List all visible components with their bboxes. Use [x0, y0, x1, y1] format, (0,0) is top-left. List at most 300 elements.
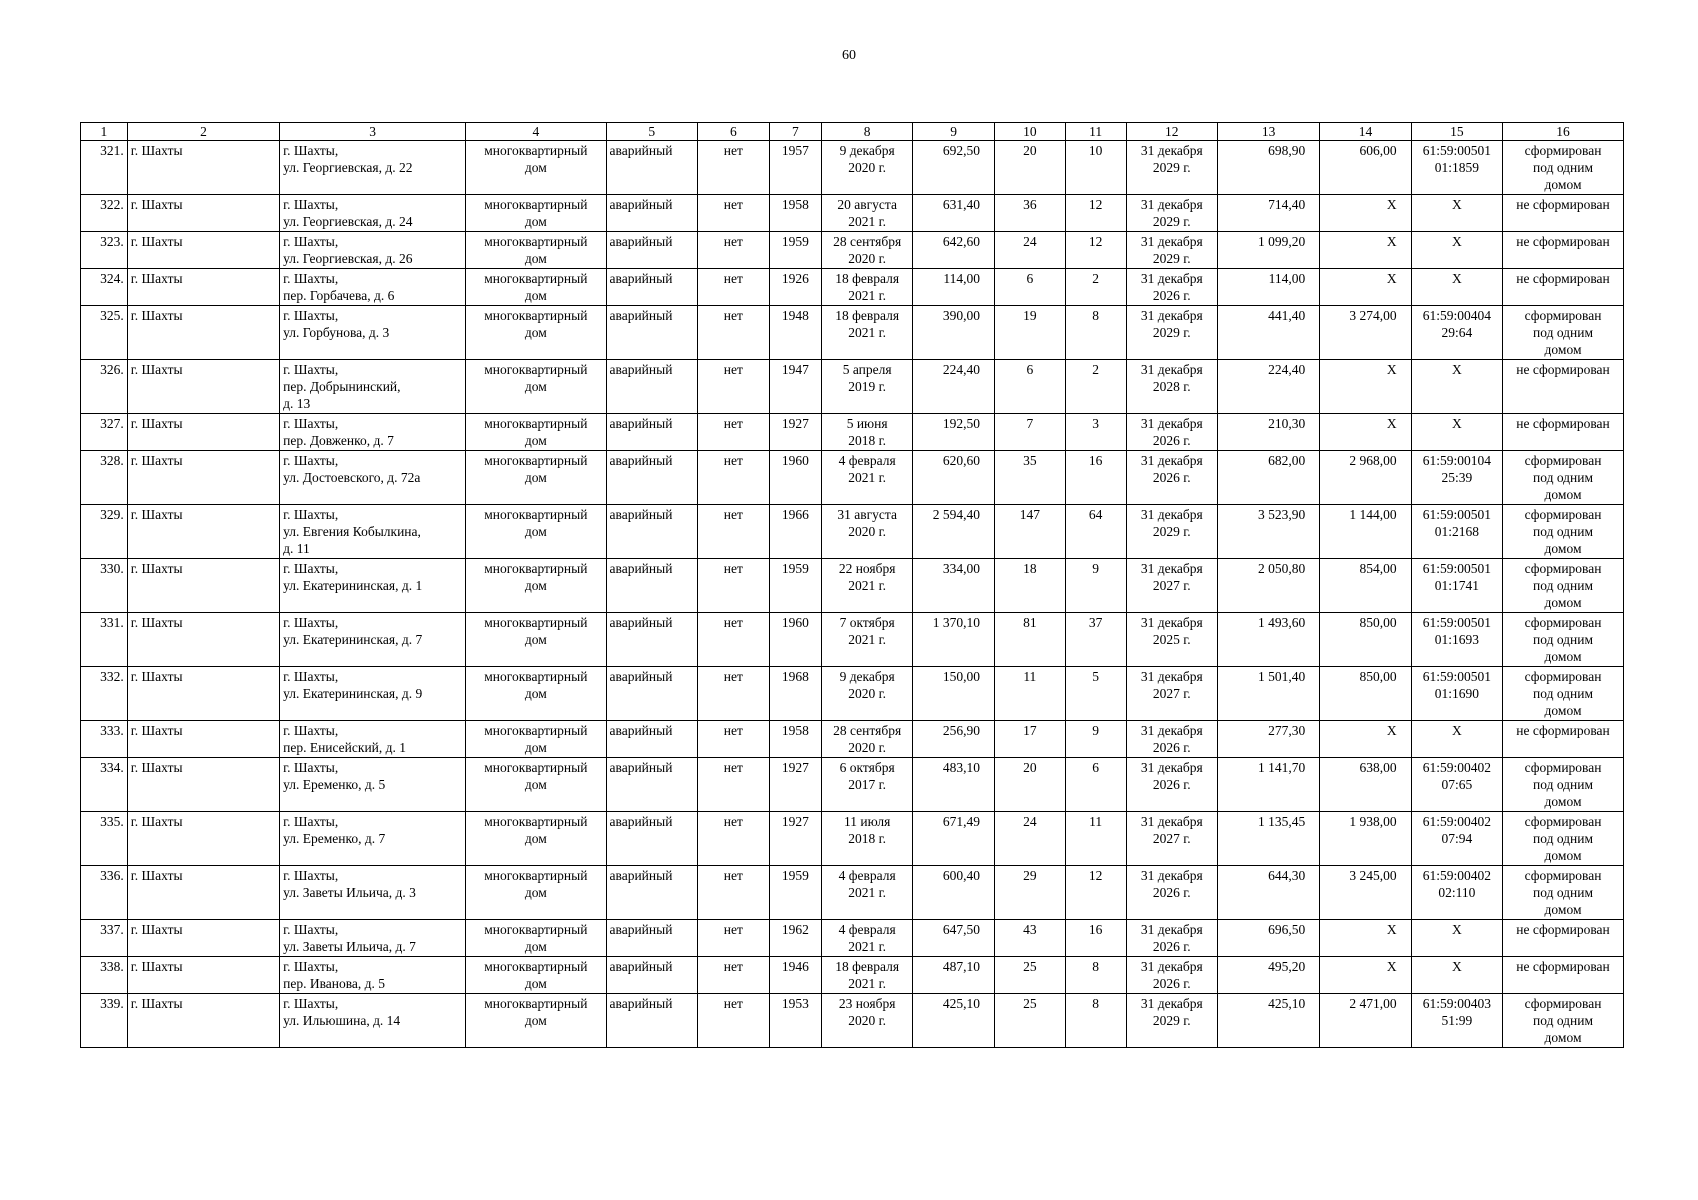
building-type-cell: [466, 721, 606, 758]
year-cell: 1953: [769, 994, 821, 1048]
building-type-cell: [466, 414, 606, 451]
cell-line: 61:59:00402: [1422, 868, 1491, 883]
area-cell: 600,40: [913, 866, 995, 920]
cadastral-number-cell: [1411, 451, 1502, 505]
cell-line: домом: [1544, 342, 1582, 357]
land-status-cell: [1503, 667, 1624, 721]
cell-line: домом: [1544, 794, 1582, 809]
cell-line: 2026 г.: [1152, 288, 1191, 303]
flag-cell: нет: [697, 667, 769, 721]
cell-line: 61:59:00104: [1422, 453, 1491, 468]
recognition-date-cell: [821, 360, 912, 414]
column-header: 4: [466, 123, 606, 141]
cell-line: дом: [524, 325, 547, 340]
cell-line: ул. Заветы Ильича, д. 3: [283, 885, 416, 900]
apartments-cell: 8: [1065, 994, 1126, 1048]
cell-line: дом: [524, 831, 547, 846]
cell-line: 2021 г.: [848, 470, 887, 485]
apartments-cell: 3: [1065, 414, 1126, 451]
cell-line: многоквартирный: [484, 271, 588, 286]
cell-line: 31 декабря: [1140, 959, 1203, 974]
row-number: 336.: [81, 866, 128, 920]
flag-cell: нет: [697, 758, 769, 812]
cell-line: 23 ноября: [838, 996, 896, 1011]
cell-line: 31 декабря: [1140, 996, 1203, 1011]
land-area-cell: 1 144,00: [1320, 505, 1411, 559]
cadastral-number-cell: [1411, 414, 1502, 451]
cell-line: 61:59:00501: [1422, 507, 1491, 522]
land-area-cell: X: [1320, 414, 1411, 451]
cell-line: дом: [524, 578, 547, 593]
cell-line: 29:64: [1441, 325, 1473, 340]
cell-line: г. Шахты,: [283, 959, 339, 974]
cell-line: сформирован: [1524, 996, 1602, 1011]
cell-line: под одним: [1532, 325, 1594, 340]
column-header: 2: [127, 123, 279, 141]
condition-cell: аварийный: [606, 269, 697, 306]
cell-line: 01:1741: [1434, 578, 1479, 593]
cell-line: 2021 г.: [848, 885, 887, 900]
area-cell: 671,49: [913, 812, 995, 866]
cell-line: 4 февраля: [838, 868, 896, 883]
condition-cell: аварийный: [606, 195, 697, 232]
column-header: 9: [913, 123, 995, 141]
cell-line: многоквартирный: [484, 143, 588, 158]
cell-line: г. Шахты,: [283, 868, 339, 883]
column-header: 6: [697, 123, 769, 141]
year-cell: 1966: [769, 505, 821, 559]
cell-line: г. Шахты,: [283, 669, 339, 684]
cell-line: X: [1451, 234, 1462, 249]
cell-line: 2026 г.: [1152, 976, 1191, 991]
year-cell: 1959: [769, 559, 821, 613]
deadline-cell: [1126, 559, 1217, 613]
residents-cell: 25: [994, 994, 1065, 1048]
table-row: [81, 306, 1624, 360]
column-header: 1: [81, 123, 128, 141]
cell-line: 25:39: [1441, 470, 1473, 485]
land-area-cell: 2 471,00: [1320, 994, 1411, 1048]
building-type-cell: [466, 957, 606, 994]
cell-line: ул. Екатерининская, д. 9: [283, 686, 423, 701]
year-cell: 1927: [769, 758, 821, 812]
deadline-cell: [1126, 360, 1217, 414]
cadastral-number-cell: [1411, 866, 1502, 920]
cell-line: 61:59:00501: [1422, 615, 1491, 630]
apartments-cell: 10: [1065, 141, 1126, 195]
deadline-cell: [1126, 920, 1217, 957]
column-header: 15: [1411, 123, 1502, 141]
cell-line: 31 декабря: [1140, 868, 1203, 883]
cell-line: X: [1451, 922, 1462, 937]
area-cell: 256,90: [913, 721, 995, 758]
city-cell: г. Шахты: [127, 141, 279, 195]
apartments-cell: 9: [1065, 721, 1126, 758]
cell-line: ул. Георгиевская, д. 22: [283, 160, 413, 175]
cell-line: г. Шахты,: [283, 197, 339, 212]
land-status-cell: [1503, 195, 1624, 232]
cadastral-number-cell: [1411, 269, 1502, 306]
cadastral-number-cell: [1411, 360, 1502, 414]
apartments-cell: 16: [1065, 451, 1126, 505]
cell-line: ул. Еременко, д. 5: [283, 777, 386, 792]
cell-line: X: [1451, 271, 1462, 286]
page-number: 60: [842, 48, 856, 63]
total-area-cell: 644,30: [1217, 866, 1319, 920]
flag-cell: нет: [697, 451, 769, 505]
cell-line: 2029 г.: [1152, 524, 1191, 539]
area-cell: 487,10: [913, 957, 995, 994]
building-type-cell: [466, 505, 606, 559]
row-number: 322.: [81, 195, 128, 232]
cell-line: ул. Георгиевская, д. 24: [283, 214, 413, 229]
cell-line: домом: [1544, 1030, 1582, 1045]
land-status-cell: [1503, 920, 1624, 957]
building-type-cell: [466, 866, 606, 920]
residents-cell: 20: [994, 758, 1065, 812]
cell-line: сформирован: [1524, 453, 1602, 468]
residents-cell: 36: [994, 195, 1065, 232]
city-cell: г. Шахты: [127, 721, 279, 758]
cell-line: 2021 г.: [848, 578, 887, 593]
year-cell: 1960: [769, 613, 821, 667]
residents-cell: 29: [994, 866, 1065, 920]
cell-line: 2027 г.: [1152, 686, 1191, 701]
table-row: [81, 195, 1624, 232]
cell-line: под одним: [1532, 686, 1594, 701]
cell-line: 01:1690: [1434, 686, 1479, 701]
residents-cell: 19: [994, 306, 1065, 360]
cell-line: 2027 г.: [1152, 831, 1191, 846]
flag-cell: нет: [697, 360, 769, 414]
cell-line: дом: [524, 433, 547, 448]
total-area-cell: 1 501,40: [1217, 667, 1319, 721]
cell-line: под одним: [1532, 632, 1594, 647]
address-cell: [280, 360, 466, 414]
land-area-cell: X: [1320, 232, 1411, 269]
column-header: 16: [1503, 123, 1624, 141]
recognition-date-cell: [821, 141, 912, 195]
flag-cell: нет: [697, 957, 769, 994]
cell-line: ул. Георгиевская, д. 26: [283, 251, 413, 266]
condition-cell: аварийный: [606, 306, 697, 360]
table-row: [81, 758, 1624, 812]
cell-line: 31 августа: [837, 507, 897, 522]
land-area-cell: 850,00: [1320, 667, 1411, 721]
total-area-cell: 714,40: [1217, 195, 1319, 232]
area-cell: 631,40: [913, 195, 995, 232]
deadline-cell: [1126, 195, 1217, 232]
cell-line: не сформирован: [1516, 922, 1610, 937]
cell-line: 61:59:00501: [1422, 143, 1491, 158]
condition-cell: аварийный: [606, 141, 697, 195]
building-type-cell: [466, 232, 606, 269]
cell-line: 2020 г.: [848, 160, 887, 175]
deadline-cell: [1126, 306, 1217, 360]
cell-line: 31 декабря: [1140, 814, 1203, 829]
table-row: [81, 559, 1624, 613]
cell-line: 2020 г.: [848, 686, 887, 701]
city-cell: г. Шахты: [127, 866, 279, 920]
column-header: 7: [769, 123, 821, 141]
cell-line: 2026 г.: [1152, 740, 1191, 755]
table-row: [81, 414, 1624, 451]
cadastral-number-cell: [1411, 957, 1502, 994]
residents-cell: 24: [994, 232, 1065, 269]
cell-line: ул. Заветы Ильича, д. 7: [283, 939, 416, 954]
cell-line: X: [1451, 723, 1462, 738]
condition-cell: аварийный: [606, 920, 697, 957]
recognition-date-cell: [821, 812, 912, 866]
residents-cell: 18: [994, 559, 1065, 613]
cell-line: не сформирован: [1516, 723, 1610, 738]
building-type-cell: [466, 667, 606, 721]
cell-line: сформирован: [1524, 868, 1602, 883]
address-cell: [280, 758, 466, 812]
cell-line: 2026 г.: [1152, 885, 1191, 900]
cell-line: пер. Довженко, д. 7: [283, 433, 394, 448]
cell-line: 01:2168: [1434, 524, 1479, 539]
address-cell: [280, 306, 466, 360]
table-row: [81, 957, 1624, 994]
cell-line: не сформирован: [1516, 271, 1610, 286]
column-header: 13: [1217, 123, 1319, 141]
cell-line: 5 июня: [846, 416, 888, 431]
condition-cell: аварийный: [606, 613, 697, 667]
cell-line: многоквартирный: [484, 760, 588, 775]
cell-line: г. Шахты,: [283, 723, 339, 738]
flag-cell: нет: [697, 994, 769, 1048]
cell-line: сформирован: [1524, 760, 1602, 775]
address-cell: [280, 269, 466, 306]
flag-cell: нет: [697, 414, 769, 451]
cell-line: 2027 г.: [1152, 578, 1191, 593]
land-area-cell: 850,00: [1320, 613, 1411, 667]
land-area-cell: X: [1320, 920, 1411, 957]
condition-cell: аварийный: [606, 451, 697, 505]
cell-line: 2029 г.: [1152, 251, 1191, 266]
cell-line: под одним: [1532, 160, 1594, 175]
cell-line: г. Шахты,: [283, 362, 339, 377]
cell-line: многоквартирный: [484, 615, 588, 630]
area-cell: 1 370,10: [913, 613, 995, 667]
cell-line: 2021 г.: [848, 325, 887, 340]
cell-line: 2028 г.: [1152, 379, 1191, 394]
land-status-cell: [1503, 141, 1624, 195]
table-row: [81, 360, 1624, 414]
cell-line: не сформирован: [1516, 234, 1610, 249]
city-cell: г. Шахты: [127, 994, 279, 1048]
cell-line: дом: [524, 632, 547, 647]
land-status-cell: [1503, 994, 1624, 1048]
condition-cell: аварийный: [606, 505, 697, 559]
residents-cell: 17: [994, 721, 1065, 758]
cell-line: 31 декабря: [1140, 197, 1203, 212]
cell-line: дом: [524, 740, 547, 755]
deadline-cell: [1126, 269, 1217, 306]
row-number: 329.: [81, 505, 128, 559]
land-status-cell: [1503, 360, 1624, 414]
flag-cell: нет: [697, 306, 769, 360]
city-cell: г. Шахты: [127, 758, 279, 812]
row-number: 325.: [81, 306, 128, 360]
cell-line: X: [1451, 197, 1462, 212]
cell-line: 07:65: [1441, 777, 1473, 792]
city-cell: г. Шахты: [127, 613, 279, 667]
city-cell: г. Шахты: [127, 920, 279, 957]
cell-line: X: [1451, 362, 1462, 377]
cell-line: 01:1693: [1434, 632, 1479, 647]
building-type-cell: [466, 559, 606, 613]
land-status-cell: [1503, 505, 1624, 559]
table-row: [81, 451, 1624, 505]
cell-line: под одним: [1532, 777, 1594, 792]
building-type-cell: [466, 360, 606, 414]
cell-line: 18 февраля: [835, 271, 900, 286]
cell-line: ул. Горбунова, д. 3: [283, 325, 390, 340]
cell-line: дом: [524, 939, 547, 954]
cell-line: домом: [1544, 541, 1582, 556]
flag-cell: нет: [697, 812, 769, 866]
cell-line: 01:1859: [1434, 160, 1479, 175]
land-area-cell: 3 245,00: [1320, 866, 1411, 920]
total-area-cell: 1 099,20: [1217, 232, 1319, 269]
column-header: 10: [994, 123, 1065, 141]
recognition-date-cell: [821, 559, 912, 613]
apartments-cell: 12: [1065, 195, 1126, 232]
table-row: [81, 269, 1624, 306]
recognition-date-cell: [821, 414, 912, 451]
cell-line: 31 декабря: [1140, 561, 1203, 576]
cell-line: домом: [1544, 902, 1582, 917]
city-cell: г. Шахты: [127, 195, 279, 232]
condition-cell: аварийный: [606, 812, 697, 866]
row-number: 331.: [81, 613, 128, 667]
land-area-cell: X: [1320, 195, 1411, 232]
cell-line: 07:94: [1441, 831, 1473, 846]
year-cell: 1927: [769, 414, 821, 451]
flag-cell: нет: [697, 141, 769, 195]
cell-line: 31 декабря: [1140, 723, 1203, 738]
cell-line: многоквартирный: [484, 814, 588, 829]
cell-line: многоквартирный: [484, 197, 588, 212]
cell-line: г. Шахты,: [283, 271, 339, 286]
recognition-date-cell: [821, 195, 912, 232]
year-cell: 1927: [769, 812, 821, 866]
apartments-cell: 12: [1065, 232, 1126, 269]
building-type-cell: [466, 269, 606, 306]
table-body: [81, 141, 1624, 1048]
condition-cell: аварийный: [606, 360, 697, 414]
flag-cell: нет: [697, 613, 769, 667]
cell-line: 31 декабря: [1140, 453, 1203, 468]
cadastral-number-cell: [1411, 505, 1502, 559]
cell-line: 2026 г.: [1152, 777, 1191, 792]
address-cell: [280, 232, 466, 269]
cell-line: не сформирован: [1516, 362, 1610, 377]
cell-line: 4 февраля: [838, 922, 896, 937]
cell-line: 31 декабря: [1140, 234, 1203, 249]
apartments-cell: 5: [1065, 667, 1126, 721]
table-row: [81, 866, 1624, 920]
land-area-cell: 638,00: [1320, 758, 1411, 812]
cell-line: 31 декабря: [1140, 271, 1203, 286]
cell-line: домом: [1544, 703, 1582, 718]
land-area-cell: 2 968,00: [1320, 451, 1411, 505]
residents-cell: 147: [994, 505, 1065, 559]
row-number: 323.: [81, 232, 128, 269]
column-header: 14: [1320, 123, 1411, 141]
row-number: 339.: [81, 994, 128, 1048]
deadline-cell: [1126, 613, 1217, 667]
row-number: 333.: [81, 721, 128, 758]
condition-cell: аварийный: [606, 559, 697, 613]
land-area-cell: 606,00: [1320, 141, 1411, 195]
cell-line: сформирован: [1524, 561, 1602, 576]
city-cell: г. Шахты: [127, 451, 279, 505]
cell-line: дом: [524, 777, 547, 792]
year-cell: 1957: [769, 141, 821, 195]
land-status-cell: [1503, 957, 1624, 994]
cell-line: 02:110: [1438, 885, 1476, 900]
city-cell: г. Шахты: [127, 505, 279, 559]
cell-line: многоквартирный: [484, 868, 588, 883]
cell-line: 2021 г.: [848, 288, 887, 303]
deadline-cell: [1126, 812, 1217, 866]
cell-line: домом: [1544, 649, 1582, 664]
row-number: 324.: [81, 269, 128, 306]
cell-line: сформирован: [1524, 814, 1602, 829]
condition-cell: аварийный: [606, 994, 697, 1048]
area-cell: 224,40: [913, 360, 995, 414]
area-cell: 192,50: [913, 414, 995, 451]
cell-line: дом: [524, 976, 547, 991]
row-number: 338.: [81, 957, 128, 994]
cadastral-number-cell: [1411, 812, 1502, 866]
housing-registry-table: [80, 122, 1624, 1048]
deadline-cell: [1126, 414, 1217, 451]
cell-line: многоквартирный: [484, 308, 588, 323]
cell-line: 4 февраля: [838, 453, 896, 468]
building-type-cell: [466, 451, 606, 505]
residents-cell: 11: [994, 667, 1065, 721]
recognition-date-cell: [821, 269, 912, 306]
land-status-cell: [1503, 306, 1624, 360]
apartments-cell: 9: [1065, 559, 1126, 613]
area-cell: 390,00: [913, 306, 995, 360]
land-area-cell: 3 274,00: [1320, 306, 1411, 360]
condition-cell: аварийный: [606, 232, 697, 269]
row-number: 321.: [81, 141, 128, 195]
cell-line: г. Шахты,: [283, 143, 339, 158]
table-row: [81, 613, 1624, 667]
row-number: 334.: [81, 758, 128, 812]
cell-line: многоквартирный: [484, 362, 588, 377]
cell-line: г. Шахты,: [283, 760, 339, 775]
cell-line: многоквартирный: [484, 922, 588, 937]
cell-line: 9 декабря: [839, 143, 895, 158]
city-cell: г. Шахты: [127, 306, 279, 360]
cell-line: 61:59:00402: [1422, 760, 1491, 775]
apartments-cell: 12: [1065, 866, 1126, 920]
cell-line: 31 декабря: [1140, 615, 1203, 630]
deadline-cell: [1126, 667, 1217, 721]
residents-cell: 6: [994, 360, 1065, 414]
cell-line: 2021 г.: [848, 632, 887, 647]
total-area-cell: 277,30: [1217, 721, 1319, 758]
row-number: 328.: [81, 451, 128, 505]
table-row: [81, 505, 1624, 559]
